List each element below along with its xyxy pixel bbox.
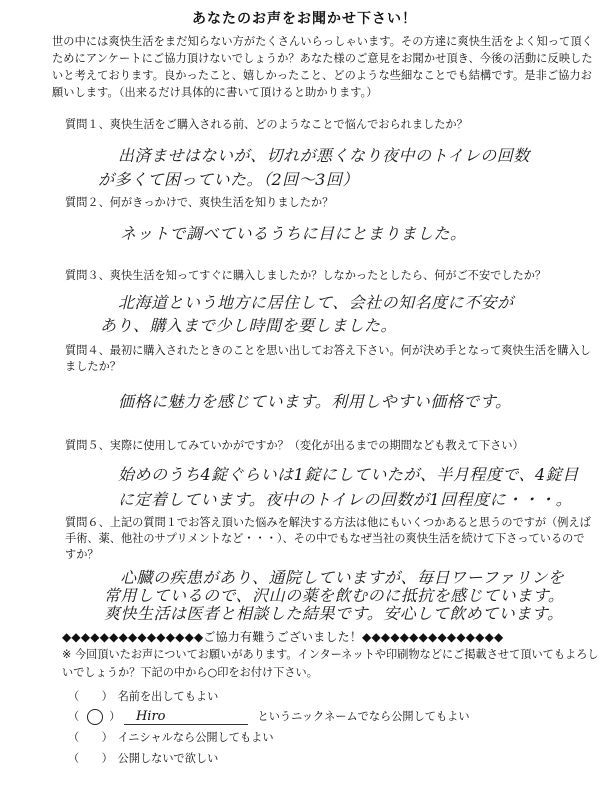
thanks-banner: ◆◆◆◆◆◆◆◆◆◆◆◆◆◆◆ご協力有難うございました！◆◆◆◆◆◆◆◆◆◆◆◆◆◆◆ xyxy=(62,630,504,644)
answer-1-line-1: 出済ませはないが、切れが悪くなり夜中のトイレの回数 xyxy=(118,146,530,165)
nickname-field[interactable]: Hiro xyxy=(124,709,248,725)
option-checkbox[interactable]: （ ） xyxy=(68,731,113,744)
publication-note: ※ 今回頂いたお声についてお願いがあります。インターネットや印刷物などにご掲載させて頂いてもよろしいでしょうか？下記の中から○印をお付け下さい。 xyxy=(62,648,599,679)
question-6: 質問６、上記の質問１でお答え頂いた悩みを解決する方法は他にもいくつかあると思うのですが（例えば手術、薬、他社のサプリメントなど・・・）、その中でもなぜ当社の爽快生活を続けて下さっているのですか？ xyxy=(65,516,591,561)
question-4: 質問４、最初に購入されたときのことを思い出してお答え下さい。何が決め手となって爽快生活を購入しましたか？ xyxy=(65,344,591,373)
question-5: 質問５、実際に使用してみていかがですか？（変化が出るまでの期間なども教えて下さい） xyxy=(65,439,524,452)
intro-text: 世の中には爽快生活をまだ知らない方がたくさんいらっしゃいます。その方達に爽快生活をよく知って頂くためにアンケートにご協力頂けないでしょうか？あなた様のご意見をお聞かせ頂き、今後の活動に反映したいと考えております。良かったこと、嬉しかったこと、どのような些細なことでも結構です。是非ご協力お願いします。（出来るだけ具体的に書いて頂けると助かります。） xyxy=(52,35,593,99)
selected-circle-icon xyxy=(87,709,103,725)
option-nickname[interactable] xyxy=(68,708,470,725)
question-1: 質問１、爽快生活をご購入される前、どのようなことで悩んでおられましたか？ xyxy=(65,118,468,131)
option-label: イニシャルなら公開してもよい xyxy=(117,731,274,744)
option-private[interactable] xyxy=(68,750,218,766)
answer-6-line-1: 心臓の疾患があり、通院していますが、毎日ワーファリンを xyxy=(120,568,565,587)
answer-5-line-2: に定着しています。夜中のトイレの回数が1回程度に・・・。 xyxy=(118,490,573,509)
option-checkbox-open[interactable]: （ xyxy=(68,710,80,723)
option-checkbox[interactable]: （ ） xyxy=(68,690,113,703)
question-3: 質問３、爽快生活を知ってすぐに購入しましたか？しなかったとしたら、何がご不安でしたか？ xyxy=(65,269,547,282)
answer-3-line-2: あり、購入まで少し時間を要しました。 xyxy=(100,316,398,335)
question-2: 質問２、何がきっかけで、爽快生活を知りましたか？ xyxy=(65,196,334,209)
option-checkbox[interactable]: （ ） xyxy=(68,752,113,765)
answer-3-line-1: 北海道という地方に居住して、会社の知名度に不安が xyxy=(118,293,514,312)
option-label: というニックネームでなら公開してもよい xyxy=(257,710,470,723)
page-title: あなたのお声をお聞かせ下さい！ xyxy=(192,11,417,27)
answer-2-line-1: ネットで調べているうちに目にとまりました。 xyxy=(120,224,467,243)
option-initials[interactable] xyxy=(68,729,274,745)
answer-6-line-3: 爽快生活は医者と相談した結果です。安心して飲めています。 xyxy=(104,604,564,623)
option-label: 公開しないで欲しい xyxy=(117,752,219,765)
answer-4-line-1: 価格に魅力を感じています。利用しやすい価格です。 xyxy=(118,392,512,411)
answer-5-line-1: 始めのうち4錠ぐらいは1錠にしていたが、半月程度で、4錠目 xyxy=(118,465,579,484)
option-label: 名前を出してもよい xyxy=(117,690,219,703)
answer-1-line-2: が多くて困っていた。（2回〜3回） xyxy=(98,170,359,189)
option-real-name[interactable] xyxy=(68,688,218,704)
option-checkbox-close[interactable]: ） xyxy=(109,710,121,723)
answer-6-line-2: 常用しているので、沢山の薬を飲むのに抵抗を感じています。 xyxy=(104,586,565,605)
